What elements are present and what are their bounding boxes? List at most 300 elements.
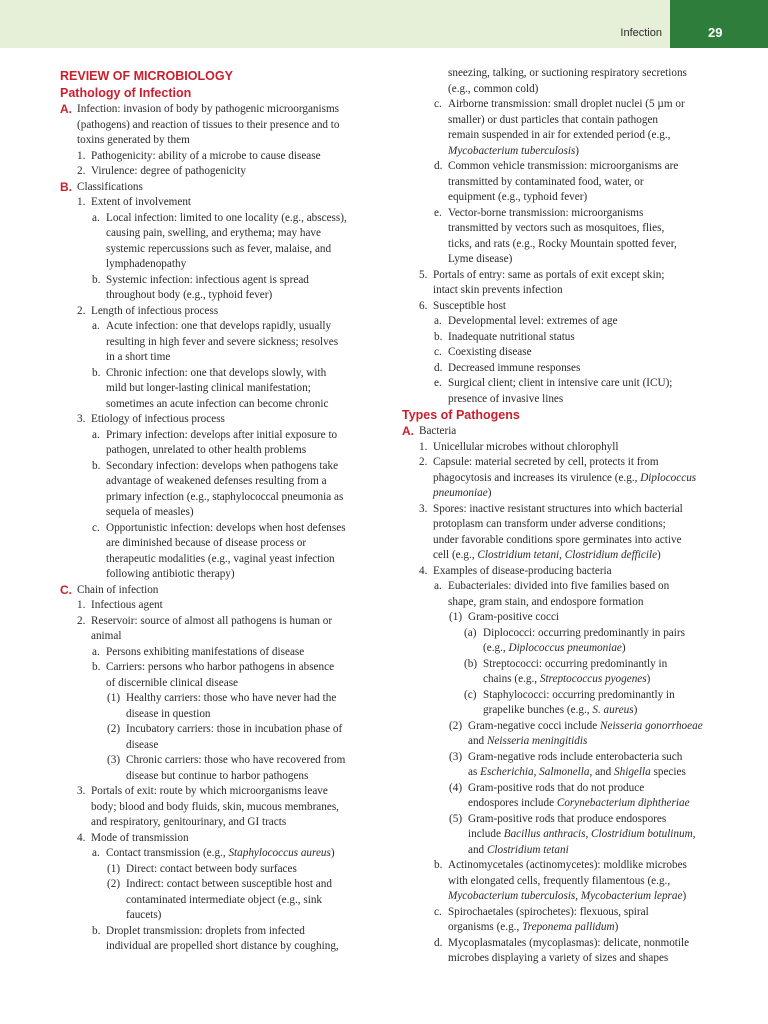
- outline-item: [402, 345, 732, 361]
- italic-term: Neisseria gonorrhoeae: [600, 719, 703, 732]
- line-text: Streptococci: occurring predominantly in: [483, 657, 668, 670]
- text-line: [60, 939, 392, 955]
- italic-term: Streptococcus pyogenes: [539, 673, 647, 685]
- italic-term: Diplococcus: [640, 471, 697, 484]
- line-text: transmitted by contaminated food, water, or: [448, 175, 644, 188]
- outline-item: [60, 366, 392, 382]
- outline-label: 1.: [77, 599, 86, 611]
- outline-item: [402, 314, 732, 330]
- line-text: in a short time: [106, 351, 171, 363]
- section-heading: REVIEW OF MICROBIOLOGY: [60, 69, 233, 83]
- outline-item: [402, 330, 732, 346]
- italic-term: Clostridium tetani, Clostridium defficile: [477, 549, 658, 561]
- outline-item: [402, 905, 732, 921]
- text-line: [60, 474, 392, 490]
- outline-label: e.: [434, 377, 442, 389]
- italic-term: Mycobacterium tuberculosis, Mycobacterium leprae: [448, 890, 683, 902]
- line-text: under favorable conditions spore germinates into active: [433, 533, 682, 546]
- text-line: [60, 676, 392, 692]
- left-column: [60, 66, 392, 955]
- text-line: [60, 893, 392, 909]
- outline-label: 3.: [77, 785, 86, 797]
- outline-item: [60, 846, 392, 862]
- outline-item: [402, 781, 732, 797]
- line-text: remain suspended in air for extended period (e.g.,: [448, 129, 671, 141]
- outline-label: (1): [449, 611, 463, 623]
- outline-label: a.: [434, 315, 442, 327]
- line-text: Bacteria: [419, 425, 457, 437]
- line-text: smaller) or dust particles that contain pathogen: [448, 113, 659, 126]
- outline-label: 2.: [419, 456, 428, 468]
- text-line: [60, 381, 392, 397]
- line-text: faucets): [126, 909, 162, 921]
- outline-item: [60, 691, 392, 707]
- line-text: Actinomycetales (actinomycetes): moldlike microbes: [448, 859, 687, 871]
- outline-label: (1): [107, 692, 121, 704]
- text-line: [402, 82, 732, 98]
- line-text: primary infection (e.g., staphylococcal pneumonia as: [106, 490, 344, 503]
- text-line: [402, 517, 732, 533]
- text-line: [402, 237, 732, 253]
- line-text: Spirochaetales (spirochetes): flexuous, spiral: [448, 905, 649, 918]
- outline-item: [402, 688, 732, 704]
- italic-term: Salmonella: [539, 766, 590, 778]
- outline-label: (2): [107, 723, 121, 735]
- line-text: Carriers: persons who harbor pathogens in absence: [106, 661, 335, 673]
- line-text: Extent of involvement: [91, 196, 192, 208]
- line-text: Portals of entry: same as portals of exit except skin;: [433, 268, 665, 281]
- outline-item: [60, 273, 392, 289]
- text-line: [60, 552, 392, 568]
- line-text: Surgical client; client in intensive care unit (ICU);: [448, 377, 673, 389]
- line-text: individual are propelled short distance by coughing,: [106, 940, 339, 952]
- line-text: cell (e.g., Clostridium tetani, Clostridium defficile): [433, 549, 661, 561]
- text-line: [402, 920, 732, 936]
- text-line: [60, 118, 392, 134]
- italic-term: Corynebacterium diphtheriae: [556, 797, 690, 809]
- line-text: contaminated intermediate object (e.g., sink: [126, 893, 323, 906]
- outline-item: [402, 206, 732, 222]
- line-text: and respiratory, genitourinary, and GI tracts: [91, 816, 287, 828]
- text-line: [402, 283, 732, 299]
- outline-label: A.: [402, 424, 414, 438]
- line-text: protoplasm can transform under adverse conditions;: [433, 518, 666, 530]
- line-text: Examples of disease-producing bacteria: [433, 564, 612, 577]
- line-text: therapeutic modalities (e.g., vaginal yeast infection: [106, 552, 335, 565]
- outline-item: [60, 304, 392, 320]
- italic-term: pneumoniae: [433, 487, 488, 499]
- outline-label: a.: [92, 847, 100, 859]
- text-line: [402, 392, 732, 408]
- outline-label: c.: [434, 98, 442, 110]
- outline-label: e.: [434, 206, 442, 219]
- outline-label: 2.: [77, 165, 86, 177]
- line-text: presence of invasive lines: [448, 392, 564, 405]
- outline-item: [402, 812, 732, 828]
- outline-label: 4.: [77, 831, 86, 844]
- line-text: Opportunistic infection: develops when host defenses: [106, 521, 346, 534]
- outline-label: b.: [92, 366, 101, 379]
- outline-item: [402, 159, 732, 175]
- text-line: [60, 707, 392, 723]
- line-text: Mycoplasmatales (mycoplasmas): delicate, nonmotile: [448, 936, 690, 949]
- text-line: [402, 66, 732, 82]
- line-text: Direct: contact between body surfaces: [126, 862, 297, 875]
- outline-label: 1.: [419, 440, 428, 453]
- text-line: [402, 951, 732, 967]
- line-text: with elongated cells, frequently filamentous (e.g.,: [448, 874, 671, 887]
- outline-label: C.: [60, 582, 72, 597]
- line-text: include Bacillus anthracis, Clostridium botulinum,: [468, 828, 696, 840]
- line-text: organisms (e.g., Treponema pallidum): [448, 921, 619, 933]
- outline-item: [60, 784, 392, 800]
- line-text: Lyme disease): [448, 253, 513, 265]
- outline-item: [60, 459, 392, 475]
- line-text: Pathogenicity: ability of a microbe to cause disease: [91, 149, 321, 162]
- outline-item: [402, 610, 732, 626]
- text-line: [60, 350, 392, 366]
- outline-label: b.: [92, 273, 101, 286]
- outline-item: [60, 924, 392, 940]
- line-text: Indirect: contact between susceptible host and: [126, 878, 332, 890]
- outline-item: [60, 862, 392, 878]
- line-text: disease: [126, 738, 159, 751]
- italic-term: Mycobacterium tuberculosis: [448, 144, 576, 157]
- line-text: Gram-negative rods include enterobacteria such: [468, 750, 683, 763]
- line-text: Unicellular microbes without chlorophyll: [433, 440, 619, 453]
- text-line: [60, 335, 392, 351]
- line-text: Infection: invasion of body by pathogenic microorganisms: [77, 103, 340, 115]
- outline-label: (4): [449, 781, 463, 794]
- outline-label: 1.: [77, 149, 86, 162]
- outline-item: [60, 722, 392, 738]
- line-text: phagocytosis and increases its virulence (e.g., Diplococcus: [433, 471, 697, 484]
- outline-label: 2.: [77, 304, 86, 317]
- outline-item: [402, 455, 732, 471]
- line-text: Chronic carriers: those who have recovered from: [126, 754, 346, 766]
- outline-label: B.: [60, 179, 72, 194]
- text-line: [402, 471, 732, 487]
- line-text: systemic repercussions such as fever, malaise, and: [106, 242, 332, 255]
- outline-item: [402, 626, 732, 642]
- line-text: Gram-positive rods that do not produce: [468, 781, 645, 794]
- line-text: Gram-positive cocci: [468, 611, 560, 623]
- line-text: Infectious agent: [91, 599, 163, 611]
- outline-label: a.: [92, 320, 100, 332]
- text-line: [402, 889, 732, 905]
- line-text: Reservoir: source of almost all pathogens is human or: [91, 614, 333, 627]
- line-text: disease in question: [126, 707, 211, 720]
- line-text: Airborne transmission: small droplet nuclei (5 µm or: [448, 98, 685, 110]
- outline-label: c.: [92, 521, 100, 534]
- outline-item: [60, 428, 392, 444]
- line-text: as Escherichia, Salmonella, and Shigella species: [468, 766, 686, 778]
- line-text: and Clostridium tetani: [468, 843, 569, 856]
- outline-label: c.: [434, 346, 442, 358]
- line-text: chains (e.g., Streptococcus pyogenes): [483, 673, 651, 685]
- line-text: Chronic infection: one that develops slowly, with: [106, 366, 327, 379]
- outline-item: [402, 579, 732, 595]
- line-text: Mycobacterium tuberculosis, Mycobacterium leprae): [448, 890, 687, 902]
- line-text: Systemic infection: infectious agent is spread: [106, 273, 309, 286]
- line-text: Incubatory carriers: those in incubation phase of: [126, 723, 343, 735]
- outline-item: [402, 97, 732, 113]
- outline-label: A.: [60, 102, 72, 116]
- line-text: (pathogens) and reaction of tissues to their presence and to: [77, 118, 340, 131]
- line-text: Spores: inactive resistant structures into which bacterial: [433, 502, 683, 515]
- text-line: [402, 827, 732, 843]
- outline-item: [60, 319, 392, 335]
- outline-item: [402, 719, 732, 735]
- italic-term: Neisseria meningitidis: [486, 735, 588, 747]
- outline-label: 2.: [77, 614, 86, 627]
- italic-term: Shigella: [614, 766, 651, 778]
- line-text: Vector-borne transmission: microorganisms: [448, 206, 644, 219]
- line-text: Primary infection: develops after initial exposure to: [106, 428, 338, 441]
- line-text: and Neisseria meningitidis: [468, 735, 588, 747]
- line-text: Susceptible host: [433, 299, 507, 312]
- line-text: disease but continue to harbor pathogens: [126, 769, 309, 782]
- line-text: lymphadenopathy: [106, 258, 187, 270]
- outline-label: a.: [92, 428, 100, 441]
- text-line: [402, 486, 732, 502]
- subsection-heading: Types of Pathogens: [402, 408, 520, 422]
- line-text: causing pain, swelling, and erythema; may have: [106, 227, 321, 239]
- line-text: Classifications: [77, 180, 143, 193]
- text-line: [402, 128, 732, 144]
- text-line: [60, 443, 392, 459]
- text-line: [402, 175, 732, 191]
- outline-label: (3): [449, 750, 463, 763]
- text-line: [60, 242, 392, 258]
- outline-item: [402, 440, 732, 456]
- line-text: endospores include Corynebacterium diphtheriae: [468, 797, 690, 809]
- text-line: [402, 595, 732, 611]
- text-line: [60, 815, 392, 831]
- italic-term: Diplococcus pneumoniae: [508, 642, 622, 654]
- italic-term: Treponema pallidum: [522, 921, 615, 933]
- outline-label: 3.: [77, 413, 86, 425]
- line-text: Staphylococci: occurring predominantly in: [483, 688, 675, 701]
- line-text: of discernible clinical disease: [106, 676, 239, 689]
- text-line: [402, 641, 732, 657]
- line-text: animal: [91, 630, 122, 642]
- line-text: Mode of transmission: [91, 831, 189, 844]
- text-line: [60, 908, 392, 924]
- text-line: [60, 629, 392, 645]
- text-line: [402, 190, 732, 206]
- outline-item: [60, 583, 392, 599]
- outline-label: (3): [107, 754, 121, 766]
- outline-item: [60, 614, 392, 630]
- outline-label: d.: [434, 160, 443, 172]
- text-line: [402, 672, 732, 688]
- text-line: [402, 734, 732, 750]
- line-text: Chain of infection: [77, 583, 159, 596]
- line-text: Diplococci: occurring predominantly in pairs: [483, 626, 685, 639]
- line-text: Secondary infection: develops when pathogens take: [106, 459, 339, 472]
- outline-item: [60, 164, 392, 180]
- line-text: following antibiotic therapy): [106, 568, 235, 580]
- text-line: [60, 490, 392, 506]
- text-line: [402, 548, 732, 564]
- text-line: [60, 226, 392, 242]
- line-text: Local infection: limited to one locality (e.g., abscess),: [106, 211, 347, 224]
- line-text: pathogen, unrelated to other health problems: [106, 444, 307, 456]
- line-text: sometimes an acute infection can become chronic: [106, 397, 329, 410]
- outline-item: [402, 424, 732, 440]
- line-text: intact skin prevents infection: [433, 284, 563, 296]
- text-line: [402, 874, 732, 890]
- text-line: [402, 221, 732, 237]
- outline-item: [402, 564, 732, 580]
- line-text: Gram-positive rods that produce endospores: [468, 812, 667, 825]
- line-text: Gram-negative cocci include Neisseria gonorrhoeae: [468, 719, 703, 732]
- line-text: transmitted by vectors such as mosquitoes, flies,: [448, 222, 665, 234]
- line-text: toxins generated by them: [77, 134, 190, 146]
- outline-label: (2): [107, 878, 121, 890]
- outline-label: 6.: [419, 299, 428, 312]
- italic-term: Clostridium tetani: [486, 843, 569, 856]
- outline-label: (c): [464, 688, 477, 701]
- line-text: (e.g., Diplococcus pneumoniae): [483, 642, 626, 654]
- line-text: microbes displaying a variety of sizes and shapes: [448, 952, 669, 964]
- line-text: Developmental level: extremes of age: [448, 315, 618, 327]
- outline-item: [60, 412, 392, 428]
- outline-label: c.: [434, 905, 442, 918]
- text-line: [60, 800, 392, 816]
- outline-item: [402, 299, 732, 315]
- page-number-box: [670, 0, 768, 48]
- outline-label: a.: [92, 211, 100, 224]
- outline-item: [60, 753, 392, 769]
- running-header-section: Infection: [620, 27, 662, 39]
- right-column: [402, 66, 732, 967]
- line-text: Virulence: degree of pathogenicity: [91, 165, 246, 177]
- outline-label: (5): [449, 812, 463, 825]
- line-text: Decreased immune responses: [448, 361, 581, 374]
- outline-item: [60, 598, 392, 614]
- italic-term: Staphylococcus aureus: [228, 847, 331, 859]
- line-text: (e.g., common cold): [448, 82, 539, 95]
- outline-label: d.: [434, 936, 443, 949]
- italic-term: Escherichia: [480, 766, 534, 778]
- text-line: [60, 288, 392, 304]
- line-text: mild but longer-lasting clinical manifestation;: [106, 382, 311, 394]
- line-text: Contact transmission (e.g., Staphylococcus aureus): [106, 847, 335, 859]
- outline-label: (a): [464, 626, 477, 639]
- outline-label: (2): [449, 719, 463, 732]
- outline-label: 5.: [419, 268, 428, 281]
- text-line: [60, 257, 392, 273]
- italic-term: S. aureus: [592, 704, 634, 716]
- outline-item: [60, 180, 392, 196]
- outline-item: [402, 936, 732, 952]
- line-text: pneumoniae): [433, 487, 492, 499]
- text-line: [402, 843, 732, 859]
- outline-label: (1): [107, 862, 121, 875]
- text-line: [402, 252, 732, 268]
- outline-label: 3.: [419, 502, 428, 515]
- outline-item: [60, 102, 392, 118]
- line-text: Acute infection: one that develops rapidly, usually: [106, 320, 332, 332]
- outline-item: [402, 502, 732, 518]
- outline-item: [402, 361, 732, 377]
- outline-item: [60, 660, 392, 676]
- outline-item: [402, 657, 732, 673]
- text-line: [60, 738, 392, 754]
- outline-label: b.: [92, 459, 101, 472]
- line-text: Length of infectious process: [91, 304, 219, 317]
- text-line: [60, 133, 392, 149]
- line-text: are diminished because of disease process or: [106, 537, 307, 549]
- line-text: Healthy carriers: those who have never had the: [126, 692, 337, 704]
- text-line: [402, 144, 732, 160]
- text-line: [60, 536, 392, 552]
- line-text: shape, gram stain, and endospore formation: [448, 595, 644, 608]
- outline-item: [402, 858, 732, 874]
- outline-item: [402, 268, 732, 284]
- outline-item: [60, 149, 392, 165]
- outline-item: [402, 750, 732, 766]
- line-text: Common vehicle transmission: microorganisms are: [448, 160, 679, 172]
- outline-label: a.: [434, 580, 442, 592]
- text-line: [402, 703, 732, 719]
- outline-label: b.: [92, 924, 101, 937]
- line-text: Coexisting disease: [448, 346, 532, 358]
- line-text: grapelike bunches (e.g., S. aureus): [483, 704, 638, 716]
- text-line: [402, 113, 732, 129]
- outline-label: b.: [434, 330, 443, 343]
- outline-label: d.: [434, 361, 443, 374]
- text-line: [60, 769, 392, 785]
- text-line: [60, 567, 392, 583]
- line-text: Persons exhibiting manifestations of disease: [106, 645, 305, 658]
- text-line: [402, 533, 732, 549]
- text-line: [402, 796, 732, 812]
- outline-item: [60, 211, 392, 227]
- line-text: Inadequate nutritional status: [448, 330, 575, 343]
- text-line: [402, 765, 732, 781]
- outline-item: [60, 877, 392, 893]
- line-text: resulting in high fever and severe sickness; resolves: [106, 335, 339, 348]
- text-line: [60, 397, 392, 413]
- page-number: 29: [708, 25, 723, 40]
- outline-label: b.: [434, 859, 443, 871]
- outline-item: [60, 645, 392, 661]
- line-text: Portals of exit: route by which microorganisms leave: [91, 785, 328, 797]
- outline-item: [60, 195, 392, 211]
- outline-label: (b): [464, 657, 478, 670]
- line-text: Droplet transmission: droplets from infected: [106, 924, 305, 937]
- line-text: sneezing, talking, or suctioning respiratory secretions: [448, 67, 687, 79]
- line-text: ticks, and rats (e.g., Rocky Mountain spotted fever,: [448, 237, 677, 250]
- outline-item: [60, 831, 392, 847]
- italic-term: Bacillus anthracis, Clostridium botulinum: [503, 828, 693, 840]
- outline-label: b.: [92, 661, 101, 673]
- line-text: Eubacteriales: divided into five families based on: [448, 580, 670, 592]
- line-text: equipment (e.g., typhoid fever): [448, 191, 588, 203]
- line-text: sequela of measles): [106, 506, 194, 518]
- header-band: [0, 0, 670, 48]
- outline-item: [60, 521, 392, 537]
- outline-label: 4.: [419, 564, 428, 577]
- line-text: Capsule: material secreted by cell, protects it from: [433, 456, 659, 468]
- subsection-heading: Pathology of Infection: [60, 86, 192, 100]
- outline-item: [402, 376, 732, 392]
- line-text: Mycobacterium tuberculosis): [448, 144, 580, 157]
- line-text: advantage of weakened defenses resulting from a: [106, 475, 327, 487]
